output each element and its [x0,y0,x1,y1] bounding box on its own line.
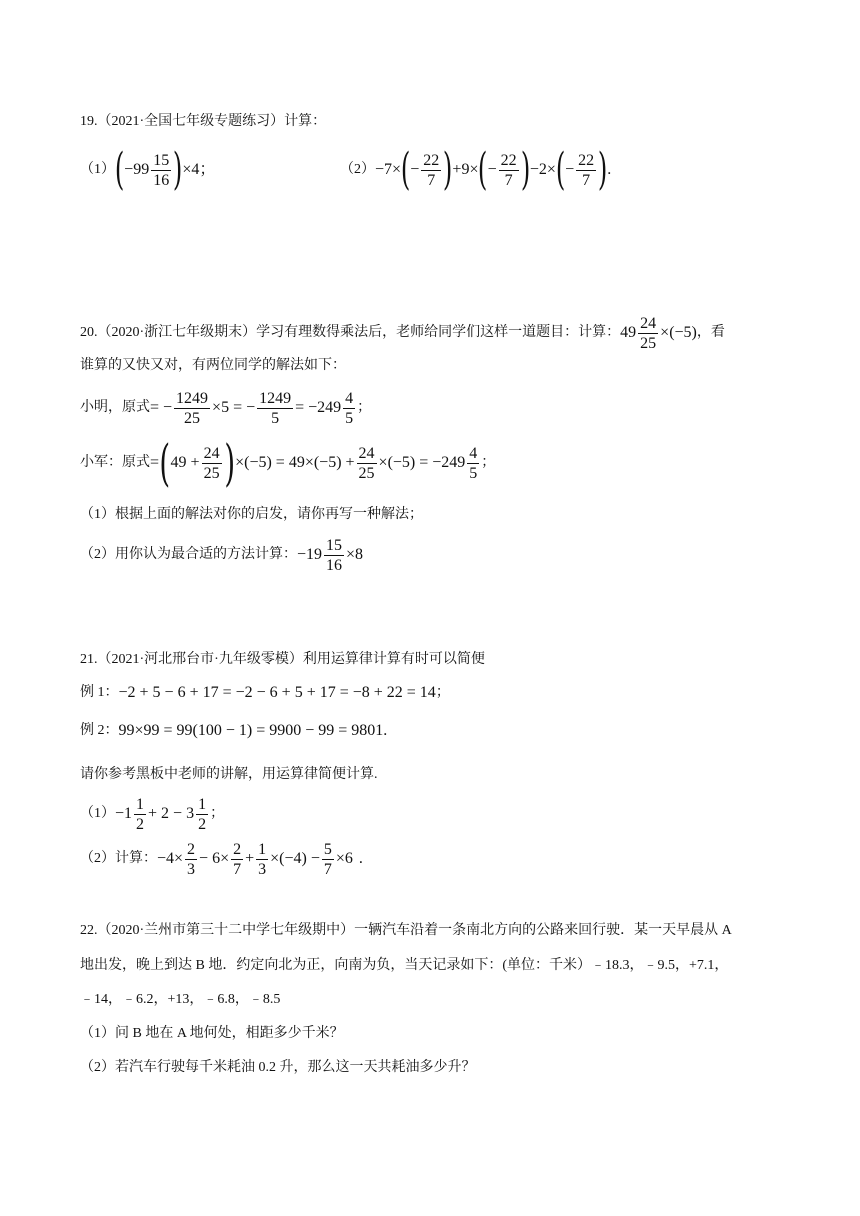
denominator: 7 [582,171,591,189]
denominator: 25 [184,409,201,427]
fraction [324,536,344,575]
eq: = [150,454,160,471]
numerator: 4 [345,389,354,407]
numerator: 4 [469,444,478,462]
q21-header: 21.（2021·河北邢台市·九年级零模）利用运算律计算有时可以简便 [80,652,485,667]
numerator: 22 [423,151,440,169]
q20-line2: 谁算的又快又对，有两位同学的解法如下： [80,358,346,373]
semicolon: ； [435,685,450,701]
period: . [607,161,612,178]
period: . [358,850,363,867]
q22-line1: 22.（2020·兰州市第三十二中学七年级期中）一辆汽车沿着一条南北方向的公路来回行驶．某一天早晨从 A [80,923,732,938]
fraction [202,444,222,483]
example1-expr: −2 + 5 − 6 + 17 = −2 − 6 + 5 + 17 = −8 + 22 = 14 [118,684,436,701]
q22-line2: 地出发，晚上到达 B 地．约定向北为正，向南为负，当天记录如下：(单位：千米）﹣18.3，﹣9.5，+7.1， [80,958,729,973]
numerator: 15 [153,151,170,169]
fraction [257,389,293,428]
q20-sub2-text: （2）用你认为最合适的方法计算： [80,547,297,562]
semicolon: ； [210,806,225,821]
denominator: 7 [233,860,242,878]
denominator: 2 [198,815,207,833]
numerator: 24 [640,314,657,332]
left-paren: ( [114,144,125,195]
q20-line1-end: ，看 [696,325,725,340]
fraction [256,840,268,879]
minus-sign: − [410,161,420,178]
q19-p2-term-b: +9× [452,161,479,178]
numerator: 1249 [259,389,292,407]
minus-sign: − [487,161,497,178]
right-paren: ) [597,144,608,195]
q19-p1-whole: −99 [124,161,150,178]
fraction [185,840,197,879]
term: ×(−5) = −249 [378,454,466,471]
denominator: 25 [203,464,220,482]
term: + [245,850,255,867]
denominator: 5 [271,409,280,427]
example2-expr: 99×99 = 99(100 − 1) = 9900 − 99 = 9801 [118,722,384,739]
right-paren: ) [223,434,235,492]
left-paren: ( [555,144,566,195]
numerator: 1 [258,840,267,858]
denominator: 25 [358,464,375,482]
q19-p2-fraction-2 [499,151,519,190]
eq: ×5 = − [212,399,256,416]
denominator: 7 [504,171,513,189]
tail: ×8 [346,546,364,563]
numerator: 15 [326,536,343,554]
term: ×6 [335,850,353,867]
right-paren: ) [520,144,530,195]
q21-sub2 [80,836,363,882]
example2-label: 例 2： [80,723,119,739]
q19-p2-label: （2） [340,162,375,177]
term: ×(−5) = 49×(−5) + [235,454,355,471]
denominator: 5 [345,409,354,427]
q19-p1-tail: ×4； [182,161,216,178]
q19-part1 [80,145,215,195]
numerator: 22 [578,151,595,169]
fraction [231,840,243,879]
denominator: 16 [326,556,343,574]
term: 49 + [170,454,200,471]
semicolon: ； [481,455,496,470]
q22-sub1: （1）问 B 地在 A 地何处，相距多少千米？ [80,1026,344,1041]
left-paren: ( [400,144,411,195]
denominator: 7 [323,860,332,878]
left-paren: ( [478,144,488,195]
q21-note: 请你参考黑板中老师的讲解，用运算律简便计算. [80,767,378,782]
numerator: 1 [198,795,207,813]
q19-p1-label: （1） [80,162,115,177]
q21-example1 [80,683,450,703]
fraction [196,795,208,834]
q19-p2-fraction-1 [421,151,441,190]
term: −4× [157,850,184,867]
right-paren: ) [443,144,453,195]
denominator: 7 [427,171,436,189]
q19-p2-term-a: −7× [375,161,402,178]
sub1-label: （1） [80,806,115,821]
fraction [322,840,334,879]
term: + 2 − 3 [148,805,195,822]
numerator: 24 [358,444,375,462]
q21-sub1 [80,791,224,837]
q20-sub1: （1）根据上面的解法对你的启发，请你再写一种解法； [80,507,423,522]
xiaoming-label: 小明，原式 [80,400,150,415]
left-paren: ( [159,434,171,492]
q20-fraction [638,314,658,353]
q21-example2 [80,721,387,741]
fraction [467,444,479,483]
xiaojun-label: 小军：原式 [80,455,150,470]
fraction [343,389,355,428]
q19-p2-fraction-3 [576,151,596,190]
numerator: 2 [187,840,196,858]
sub2-label: （2）计算： [80,851,157,866]
period: . [383,722,388,739]
term: − 6× [199,850,230,867]
q20-whole: 49 [620,324,637,341]
q20-xiaojun [80,434,496,492]
q20-intro: 20.（2020·浙江七年级期末）学习有理数得乘法后，老师给同学们这样一道题目：计算： [80,325,621,340]
minus-sign: − [565,161,575,178]
denominator: 3 [258,860,267,878]
denominator: 16 [153,171,170,189]
denominator: 25 [640,334,657,352]
right-paren: ) [173,144,183,195]
fraction [357,444,377,483]
numerator: 24 [203,444,220,462]
numerator: 1249 [176,389,209,407]
q20-sub2 [80,532,363,578]
term: −1 [115,805,133,822]
numerator: 1 [136,795,145,813]
denominator: 3 [187,860,196,878]
denominator: 5 [469,464,478,482]
example1-label: 例 1： [80,685,119,701]
denominator: 2 [136,815,145,833]
q20-xiaoming [80,385,371,431]
numerator: 2 [233,840,242,858]
numerator: 22 [500,151,517,169]
semicolon: ； [357,400,372,415]
fraction [134,795,146,834]
fraction [174,389,210,428]
q20-line1 [80,313,725,353]
q19-p2-term-c: −2× [529,161,556,178]
q20-tail: ×(−5) [660,324,697,341]
whole: −19 [297,546,323,563]
q19-part2 [340,145,611,195]
q19-p1-fraction [151,151,171,190]
eq: = −249 [295,399,342,416]
q19-header: 19.（2021·全国七年级专题练习）计算： [80,114,327,129]
q22-sub2: （2）若汽车行驶每千米耗油 0.2 升，那么这一天共耗油多少升？ [80,1060,476,1075]
eq: = − [150,399,173,416]
term: ×(−4) − [270,850,320,867]
q22-line3: ﹣14，﹣6.2，+13，﹣6.8，﹣8.5 [80,992,281,1007]
numerator: 5 [323,840,332,858]
